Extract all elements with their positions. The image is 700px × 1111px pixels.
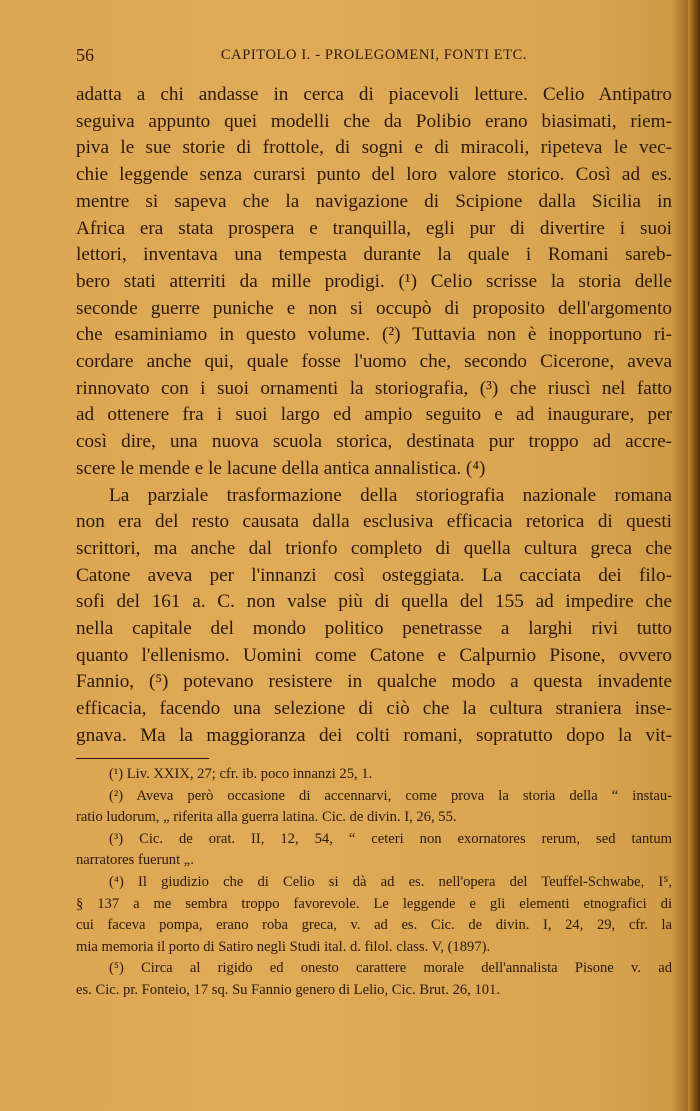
body-line: ad ottenere fra i suoi largo ed ampio seguito e ad inaugurare, per [76,404,672,426]
footnote-line [76,829,672,851]
footnote-marker: (⁵) [109,960,124,977]
body-line: seconde guerre puniche e non si occupò di proposito dell'argomento [76,297,672,319]
body-line: seguiva appunto quei modelli che da Polibio erano biasimati, riem- [76,110,672,132]
footnote-line [76,872,672,894]
running-title: CAPITOLO I. - PROLEGOMENI, FONTI ETC. [220,47,528,63]
body-line: Fannio, (⁵) potevano resistere in qualche modo a questa invadente [76,671,672,693]
body-line: così dire, una nuova scuola storica, destinata pur troppo ad accre- [76,431,672,453]
footnote-text: Liv. XXIX, 27; cfr. ib. poco innanzi 25, 1. [126,766,373,782]
footnote-line [76,958,672,980]
footnote-3 [76,829,672,872]
body-line: bero stati atterriti da mille prodigi. (¹) Celio scrisse la storia delle [76,270,672,292]
body-line: mentre si sapeva che la navigazione di Scipione dalla Sicilia in [76,190,672,212]
body-line: chie leggende senza curarsi punto del loro valore storico. Così ad es. [76,164,672,186]
footnote-text: Cic. de orat. II, 12, 54, “ ceteri non exornatores rerum, sed tantum [139,830,672,847]
body-line: cordare anche qui, quale fosse l'uomo che, secondo Cicerone, aveva [76,351,672,373]
footnote-line: es. Cic. pr. Fonteio, 17 sq. Su Fannio genero di Lelio, Cic. Brut. 26, 101. [76,981,501,998]
footnote-marker: (³) [109,830,124,847]
footnote-line [76,764,672,786]
body-line: quanto l'ellenismo. Uomini come Catone e Calpurnio Pisone, ovvero [76,644,672,666]
footnote-line: narratores fuerunt „. [76,852,194,869]
footnote-line: cui faceva pompa, erano roba greca, v. ad es. Cic. de divin. I, 24, 29, cfr. la [76,917,672,934]
page-number: 56 [76,45,94,65]
body-text [76,82,672,750]
page-header [76,45,672,67]
footnote-line [76,786,672,808]
footnote-separator [76,758,209,759]
footnote-text: Il giudizio che di Celio si dà ad es. nell'opera del Teuffel-Schwabe, I⁵, [137,873,672,890]
body-line: efficacia, facendo una selezione di ciò che la cultura straniera inse- [76,698,672,720]
body-line: scrittori, ma anche dal trionfo completo di quella cultura greca che [76,537,672,559]
body-line: lettori, inventava una tempesta durante la quale i Romani sareb- [76,244,672,266]
footnote-line: mia memoria il porto di Satiro negli Studi ital. d. filol. class. V, (1897). [76,938,491,955]
footnote-5 [76,958,672,1001]
footnote-4 [76,872,672,958]
footnote-text: Aveva però occasione di accennarvi, come prova la storia della “ instau- [136,787,673,804]
footnote-marker: (⁴) [109,873,124,890]
body-line: adatta a chi andasse in cerca di piacevoli letture. Celio Antipatro [76,84,672,105]
body-line: nella capitale del mondo politico penetrasse a larghi rivi tutto [76,618,672,640]
body-line: che esaminiamo in questo volume. (²) Tuttavia non è inopportuno ri- [76,324,672,346]
footnote-text: Circa al rigido ed onesto carattere morale dell'annalista Pisone v. ad [141,960,672,977]
body-line: gnava. Ma la maggioranza dei colti romani, sopratutto dopo la vit- [76,724,672,746]
body-line: non era del resto causata dalla esclusiva efficacia retorica di questi [76,511,672,533]
body-line: Catone aveva per l'innanzi così osteggiata. La cacciata dei filo- [76,564,672,586]
footnote-marker: (¹) [109,766,124,782]
body-line: Africa era stata prospera e tranquilla, egli pur di divertire i suoi [76,217,672,239]
footnote-line: § 137 a me sembra troppo favorevole. Le leggende e gli elementi etnografici di [76,895,672,912]
body-line: piva le sue storie di frottole, di sogni e di miracoli, ripeteva le vec- [76,137,672,159]
body-line: scere le mende e le lacune della antica annalistica. (⁴) [76,457,486,479]
footnote-2 [76,786,672,829]
book-spine-edge [688,0,700,1111]
footnote-marker: (²) [109,787,124,804]
footnotes [76,764,672,1002]
footnote-line: ratio ludorum, „ riferita alla guerra latina. Cic. de divin. I, 26, 55. [76,809,457,826]
body-line: rinnovato con i suoi ornamenti la storiografia, (³) che riuscì nel fatto [76,377,672,399]
footnote-1 [76,764,672,786]
body-line: sofi del 161 a. C. non valse più di quella del 155 ad impedire che [76,591,672,613]
body-line: La parziale trasformazione della storiografia nazionale romana [109,484,672,506]
